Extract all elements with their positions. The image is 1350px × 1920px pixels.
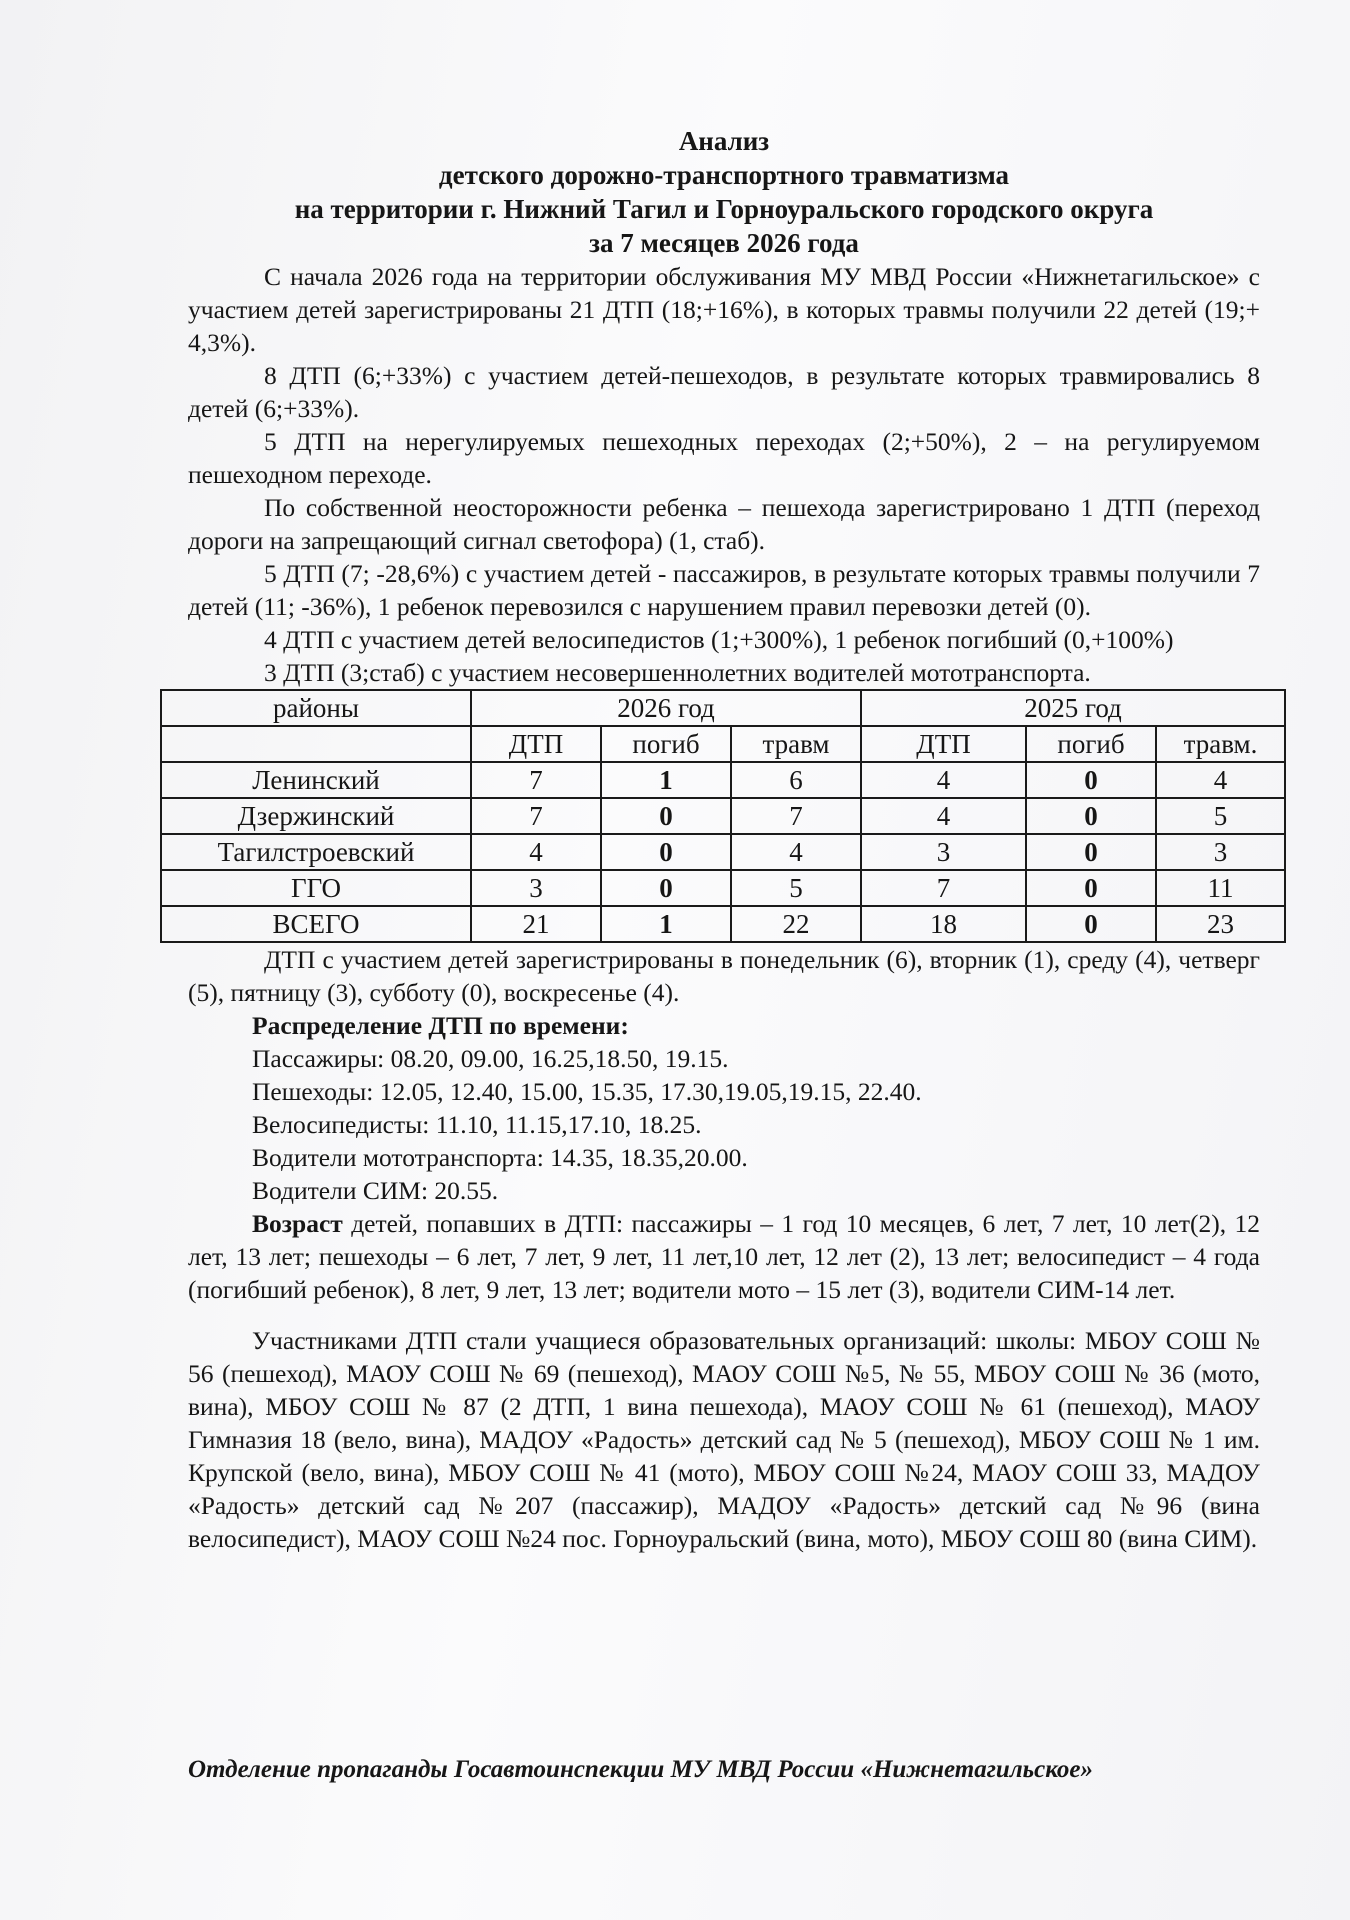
table-total-row	[161, 906, 1285, 942]
subheader-cell: ДТП	[861, 726, 1026, 762]
time-line-pedestrians: Пешеходы: 12.05, 12.40, 15.00, 15.35, 17.30,19.05,19.15, 22.40.	[252, 1077, 922, 1106]
paragraph-cyclists: 4 ДТП с участием детей велосипедистов (1;+300%), 1 ребенок погибший (0,+100%)	[264, 625, 1174, 654]
subheader-cell: погиб	[601, 726, 731, 762]
title-line-3: на территории г. Нижний Тагил и Горноуральского городского округа	[294, 194, 1154, 224]
table-cell: 0	[601, 834, 731, 870]
table-cell: 7	[731, 798, 861, 834]
paragraph-weekdays: ДТП с участием детей зарегистрированы в понедельник (6), вторник (1), среду (4), четверг (5), пятницу (3), субботу (0), воскресенье (4).	[188, 945, 1260, 1007]
district-name: ГГО	[161, 870, 471, 906]
district-name: Дзержинский	[161, 798, 471, 834]
subheader-empty	[161, 726, 471, 762]
time-line-passengers: Пассажиры: 08.20, 09.00, 16.25,18.50, 19.15.	[252, 1044, 729, 1073]
table-cell: 3	[1156, 834, 1285, 870]
table-cell: 7	[861, 870, 1026, 906]
footer-signature: Отделение пропаганды Госавтоинспекции МУ МВД России «Нижнетагильское»	[188, 1756, 1094, 1783]
paragraph-moto: 3 ДТП (3;стаб) с участием несовершеннолетних водителей мототранспорта.	[264, 658, 1091, 687]
subheader-cell: травм	[731, 726, 861, 762]
header-districts: районы	[161, 690, 471, 726]
subheader-cell: ДТП	[471, 726, 601, 762]
paragraph-pedestrians: 8 ДТП (6;+33%) с участием детей-пешеходов, в результате которых травмировались 8 детей (6;+33%).	[188, 361, 1260, 423]
table-cell: 4	[731, 834, 861, 870]
district-name: Тагилстроевский	[161, 834, 471, 870]
table-cell: 6	[731, 762, 861, 798]
paragraph-total: С начала 2026 года на территории обслуживания МУ МВД России «Нижнетагильское» с участием детей зарегистрированы 21 ДТП (18;+16%), в которых травмы получили 22 детей (19;+ 4,3%).	[188, 262, 1260, 357]
time-line-cyclists: Велосипедисты: 11.10, 11.15,17.10, 18.25.	[252, 1110, 702, 1139]
table-cell: 1	[601, 762, 731, 798]
table-cell: 3	[861, 834, 1026, 870]
table-cell: 7	[471, 798, 601, 834]
time-heading: Распределение ДТП по времени:	[252, 1011, 629, 1040]
table-header-row	[161, 690, 1285, 726]
table-cell: 23	[1156, 906, 1285, 942]
header-year-2025: 2025 год	[861, 690, 1285, 726]
table-cell: 1	[601, 906, 731, 942]
table-row	[161, 798, 1285, 834]
district-table	[160, 689, 1286, 943]
table-subheader-row	[161, 726, 1285, 762]
time-line-sim: Водители СИМ: 20.55.	[252, 1176, 499, 1205]
table-cell: 0	[1026, 834, 1156, 870]
table-cell: 5	[731, 870, 861, 906]
table-cell: 4	[471, 834, 601, 870]
age-text: детей, попавших в ДТП: пассажиры – 1 год 10 месяцев, 6 лет, 7 лет, 10 лет(2), 12 лет, 13 лет; пешеходы – 6 лет, 7 лет, 9 лет, 11 лет,10 лет, 12 лет (2), 13 лет; велосипедист – 4 года (погибший ребенок), 8 лет, 9 лет, 13 лет; водители мото – 15 лет (3), водители СИМ-14 лет.	[188, 1209, 1260, 1304]
table-cell: 3	[471, 870, 601, 906]
table-cell: 7	[471, 762, 601, 798]
district-name: ВСЕГО	[161, 906, 471, 942]
paragraph-schools: Участниками ДТП стали учащиеся образовательных организаций: школы: МБОУ СОШ № 56 (пешеход), МАОУ СОШ № 69 (пешеход), МАОУ СОШ №5, № 55, МБОУ СОШ № 36 (мото, вина), МБОУ СОШ № 87 (2 ДТП, 1 вина пешехода), МАОУ СОШ № 61 (пешеход), МАОУ Гимназия 18 (вело, вина), МАДОУ «Радость» детский сад № 5 (пешеход), МБОУ СОШ № 1 им. Крупской (вело, вина), МБОУ СОШ № 41 (мото), МБОУ СОШ №24, МАОУ СОШ 33, МАДОУ «Радость» детский сад №207 (пассажир), МАДОУ «Радость» детский сад №96 (вина велосипедист), МАОУ СОШ №24 пос. Горноуральский (вина, мото), МБОУ СОШ 80 (вина СИМ).	[188, 1326, 1260, 1553]
paragraph-child-fault: По собственной неосторожности ребенка – пешехода зарегистрировано 1 ДТП (переход дороги на запрещающий сигнал светофора) (1, стаб).	[188, 493, 1260, 555]
time-line-moto: Водители мототранспорта: 14.35, 18.35,20.00.	[252, 1143, 748, 1172]
table-cell: 0	[1026, 762, 1156, 798]
title-line-4: за 7 месяцев 2026 года	[589, 228, 859, 258]
paragraph-passengers: 5 ДТП (7; -28,6%) с участием детей - пассажиров, в результате которых травмы получили 7 детей (11; -36%), 1 ребенок перевозился с нарушением правил перевозки детей (0).	[188, 559, 1260, 621]
table-cell: 0	[1026, 906, 1156, 942]
subheader-cell: погиб	[1026, 726, 1156, 762]
title-line-2: детского дорожно-транспортного травматизма	[438, 160, 1010, 190]
table-cell: 22	[731, 906, 861, 942]
title-line-1: Анализ	[678, 126, 770, 156]
table-cell: 0	[1026, 870, 1156, 906]
table-row	[161, 834, 1285, 870]
paragraph-age	[188, 1207, 1260, 1306]
age-bold: Возраст	[252, 1209, 343, 1238]
table-row	[161, 870, 1285, 906]
table-cell: 4	[1156, 762, 1285, 798]
header-year-2026: 2026 год	[471, 690, 861, 726]
district-name: Ленинский	[161, 762, 471, 798]
table-cell: 4	[861, 798, 1026, 834]
table-cell: 21	[471, 906, 601, 942]
table-cell: 5	[1156, 798, 1285, 834]
table-cell: 0	[601, 798, 731, 834]
paragraph-crossings: 5 ДТП на нерегулируемых пешеходных переходах (2;+50%), 2 – на регулируемом пешеходном переходе.	[188, 427, 1260, 489]
document-body	[188, 124, 1260, 1555]
table-cell: 11	[1156, 870, 1285, 906]
table-cell: 0	[601, 870, 731, 906]
table-cell: 0	[1026, 798, 1156, 834]
table-cell: 18	[861, 906, 1026, 942]
table-row	[161, 762, 1285, 798]
table-cell: 4	[861, 762, 1026, 798]
subheader-cell: травм.	[1156, 726, 1285, 762]
